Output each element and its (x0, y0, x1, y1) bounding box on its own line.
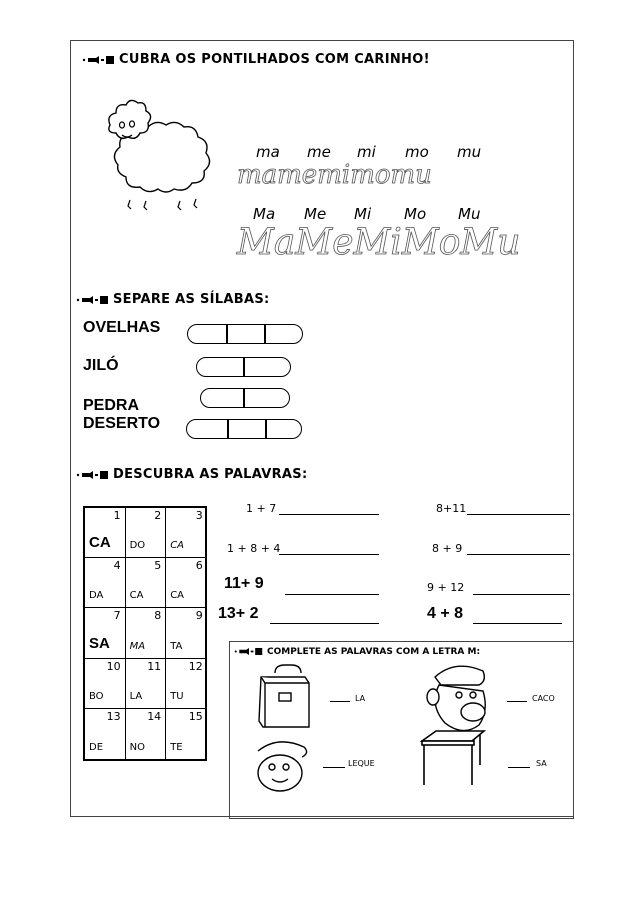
answer-line[interactable] (473, 623, 562, 624)
section-heading-separate (76, 292, 269, 307)
word-label: DESERTO (83, 415, 161, 432)
syllable-label: mu (457, 143, 482, 161)
grid-cell: 3 CA (166, 508, 207, 558)
equation-label: 9 + 12 (427, 581, 465, 594)
grid-cell: 8 MA (126, 608, 167, 658)
pointing-hand-icon (76, 470, 110, 480)
syllable-label: Mu (458, 205, 481, 223)
grid-cell: 15 TE (170, 709, 203, 753)
grid-cell: 11 LA (126, 659, 167, 709)
section-heading-discover (76, 467, 307, 482)
letter-blank[interactable] (507, 701, 527, 702)
word-fragment: CACO (532, 694, 555, 703)
syllable-label: mo (405, 143, 429, 161)
grid-cell: 1 CA (85, 508, 126, 558)
grid-cell: 6 CA (166, 558, 207, 608)
answer-line[interactable] (467, 554, 570, 555)
answer-line[interactable] (279, 514, 379, 515)
equation-label: 11+ 9 (224, 575, 264, 592)
pointing-hand-icon (82, 55, 116, 65)
grid-cell: 9 TA (166, 608, 207, 658)
syllable-box[interactable] (196, 357, 291, 377)
equation-label: 4 + 8 (427, 605, 464, 622)
equation-label: 8 + 9 (432, 542, 463, 555)
syllable-label: ma (256, 143, 280, 161)
syllable-label: Mi (354, 205, 372, 223)
pointing-hand-icon (76, 295, 110, 305)
syllable-label: Me (304, 205, 327, 223)
equation-label: 1 + 7 (246, 502, 277, 515)
syllable-label: Mo (404, 205, 427, 223)
grid-cell: 14 NO (126, 709, 167, 759)
syllable-label: me (307, 143, 331, 161)
letter-blank[interactable] (330, 701, 350, 702)
syllable-label: mi (357, 143, 376, 161)
answer-line[interactable] (270, 623, 379, 624)
letter-blank[interactable] (323, 767, 345, 768)
sheep-illustration (100, 95, 240, 215)
answer-line[interactable] (279, 554, 379, 555)
equation-label: 8+11 (436, 502, 467, 515)
grid-cell: 2 DO (126, 508, 167, 558)
word-label: JILÓ (83, 357, 119, 374)
word-label: OVELHAS (83, 319, 161, 336)
word-label: PEDRA (83, 397, 140, 414)
grid-cell: 5 CA (126, 558, 167, 608)
section-title: SEPARE AS SÍLABAS: (113, 292, 270, 307)
grid-cell: 7 SA (85, 608, 126, 658)
answer-line[interactable] (473, 594, 570, 595)
grid-cell: 10 BO (85, 659, 126, 709)
grid-cell: 12 TU (166, 659, 207, 709)
syllable-label: Ma (253, 205, 276, 223)
answer-line[interactable] (467, 514, 570, 515)
answer-line[interactable] (285, 594, 379, 595)
section-title: DESCUBRA AS PALAVRAS: (113, 467, 308, 482)
dotted-tracing-upper: MaMeMiMoMu (237, 222, 521, 263)
table-illustration (418, 727, 488, 787)
section-heading-complete (234, 647, 480, 657)
fruit-character-illustration (250, 735, 315, 795)
word-fragment: LA (355, 694, 366, 703)
word-fragment: SA (536, 759, 547, 768)
grid-cell: 13 DE (85, 709, 126, 759)
pointing-hand-icon (234, 647, 264, 656)
word-fragment: LEQUE (348, 759, 375, 768)
section-heading-cover (82, 52, 430, 67)
syllable-box[interactable] (186, 419, 302, 439)
letter-blank[interactable] (508, 767, 530, 768)
syllable-grid (83, 506, 207, 761)
syllable-box[interactable] (187, 324, 303, 344)
syllable-box[interactable] (200, 388, 290, 408)
suitcase-illustration (255, 663, 315, 733)
monkey-illustration (425, 657, 495, 737)
section-title: CUBRA OS PONTILHADOS COM CARINHO! (119, 52, 430, 67)
grid-cell: 4 DA (85, 558, 126, 608)
dotted-tracing-lower: mamemimomu (237, 160, 432, 190)
equation-label: 1 + 8 + 4 (227, 542, 281, 555)
section-title: COMPLETE AS PALAVRAS COM A LETRA M: (267, 647, 481, 657)
equation-label: 13+ 2 (218, 605, 259, 622)
